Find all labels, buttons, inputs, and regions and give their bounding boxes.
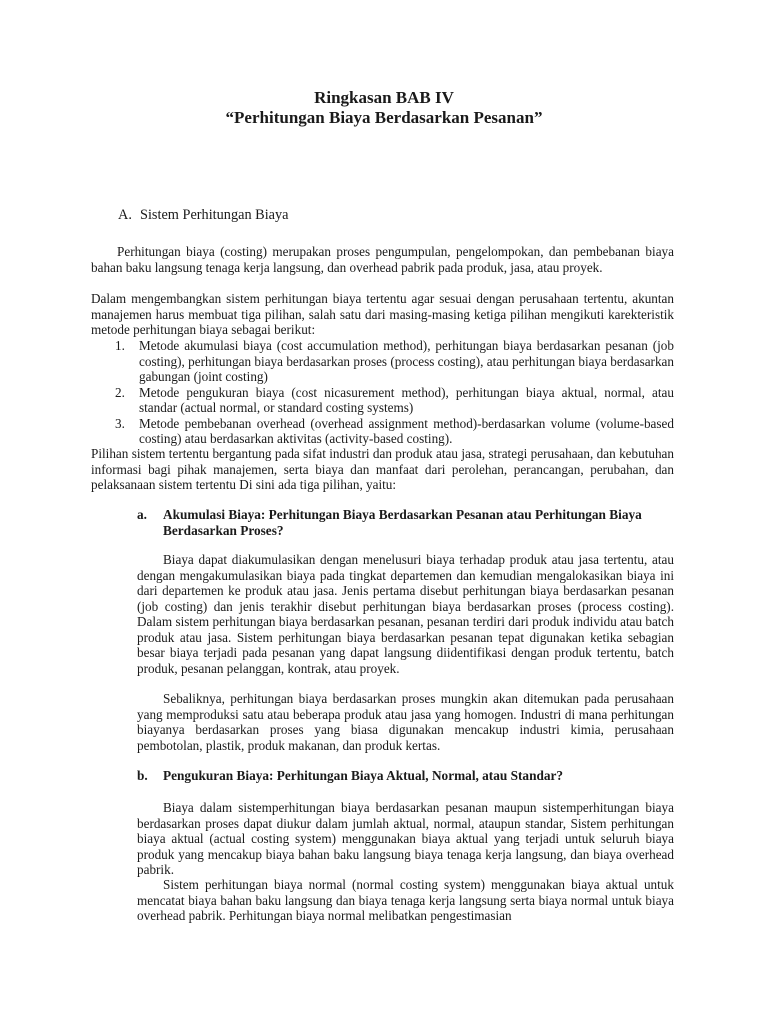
paragraph: Perhitungan biaya (costing) merupakan proses pengumpulan, pengelompokan, dan pembebanan biaya bahan baku langsung tenaga kerja langsung, dan overhead pabrik pada produk, jasa, atau proyek. <box>91 244 674 275</box>
paragraph: Biaya dapat diakumulasikan dengan menelusuri biaya terhadap produk atau jasa tertentu, atau dengan mengakumulasikan biaya pada tingkat departemen dan kemudian mengalokasikan biaya ini dari departemen ke produk atau jasa. Jenis pertama disebut perhitungan biaya berdasarkan pesanan (job costing) dan jenis terakhir disebut perhitungan biaya berdasarkan proses (process costing). Dalam sistem perhitungan biaya berdasarkan pesanan, pesanan terdiri dari produk individu atau batch produk atau jasa. Sistem perhitungan biaya berdasarkan pesanan tepat digunakan ketika sebagian besar biaya terjadi pada pesanan yang dapat langsung diidentifikasi dengan produk tertentu, batch produk, pesanan pelanggan, kontrak, atau proyek. <box>137 552 674 676</box>
list-item <box>91 338 674 385</box>
document-subtitle: “Perhitungan Biaya Berdasarkan Pesanan” <box>225 108 543 127</box>
numbered-list <box>91 338 674 447</box>
subsection-a-heading <box>137 507 674 539</box>
section-a-heading <box>118 207 289 224</box>
document-title: Ringkasan BAB IV <box>314 88 454 107</box>
list-item-text: Metode pembebanan overhead (overhead assignment method)-berdasarkan volume (volume-based costing) atau berdasarkan aktivitas (activity-based costing). <box>139 415 674 446</box>
list-item <box>91 385 674 416</box>
subsection-b-heading <box>137 768 674 784</box>
section-title: Sistem Perhitungan Biaya <box>140 207 289 223</box>
list-item <box>91 416 674 447</box>
paragraph: Pilihan sistem tertentu bergantung pada sifat industri dan produk atau jasa, strategi perusahaan, dan kebutuhan informasi bagi pihak manajemen, serta biaya dan manfaat dari perolehan, perancangan, perubahan, dan pelaksanaan sistem tertentu Di sini ada tiga pilihan, yaitu: <box>91 446 674 492</box>
list-item-text: Metode pengukuran biaya (cost nicasurement method), perhitungan biaya aktual, normal, atau standar (actual normal, or standard costing systems) <box>139 384 674 415</box>
section-letter: A. <box>118 207 132 223</box>
subsection-letter: a. <box>137 507 147 522</box>
list-number: 1. <box>115 338 125 353</box>
paragraph: Biaya dalam sistemperhitungan biaya berdasarkan pesanan maupun sistemperhitungan biaya berdasarkan proses dapat diukur dalam jumlah aktual, normal, ataupun standar, Sistem perhitungan biaya aktual (actual costing system) menggunakan biaya aktual yang terjadi untuk seluruh biaya produk yang mencakup biaya bahan baku langsung biaya tenaga kerja langsung, dan biaya overhead pabrik. <box>137 800 674 877</box>
subsection-title: Akumulasi Biaya: Perhitungan Biaya Berdasarkan Pesanan atau Perhitungan Biaya Berdasarkan Proses? <box>163 507 642 538</box>
list-number: 3. <box>115 415 125 431</box>
paragraph: Sebaliknya, perhitungan biaya berdasarkan proses mungkin akan ditemukan pada perusahaan yang memproduksi satu atau beberapa produk atau jasa yang homogen. Industri di mana perhitungan biayanya berdasarkan proses yang biasa digunakan mencakup industri kimia, perusahaan pembotolan, plastik, produk makanan, dan produk kertas. <box>137 691 674 753</box>
paragraph: Sistem perhitungan biaya normal (normal costing system) menggunakan biaya aktual untuk mencatat biaya bahan baku langsung dan biaya tenaga kerja langsung serta biaya normal untuk biaya overhead pabrik. Perhitungan biaya normal melibatkan pengestimasian <box>137 877 674 923</box>
paragraph: Dalam mengembangkan sistem perhitungan biaya tertentu agar sesuai dengan perusahaan tertentu, akuntan manajemen harus membuat tiga pilihan, salah satu dari masing-masing ketiga pilihan mengikuti karekteristik metode perhitungan biaya sebagai berikut: <box>91 291 674 337</box>
subsection-title: Pengukuran Biaya: Perhitungan Biaya Aktual, Normal, atau Standar? <box>163 768 564 783</box>
list-item-text: Metode akumulasi biaya (cost accumulation method), perhitungan biaya berdasarkan pesanan (job costing), perhitungan biaya berdasarkan proses (process costing), atau perhitungan biaya berdasarkan gabungan (joint costing) <box>139 338 674 384</box>
subsection-letter: b. <box>137 768 148 783</box>
list-number: 2. <box>115 384 125 400</box>
